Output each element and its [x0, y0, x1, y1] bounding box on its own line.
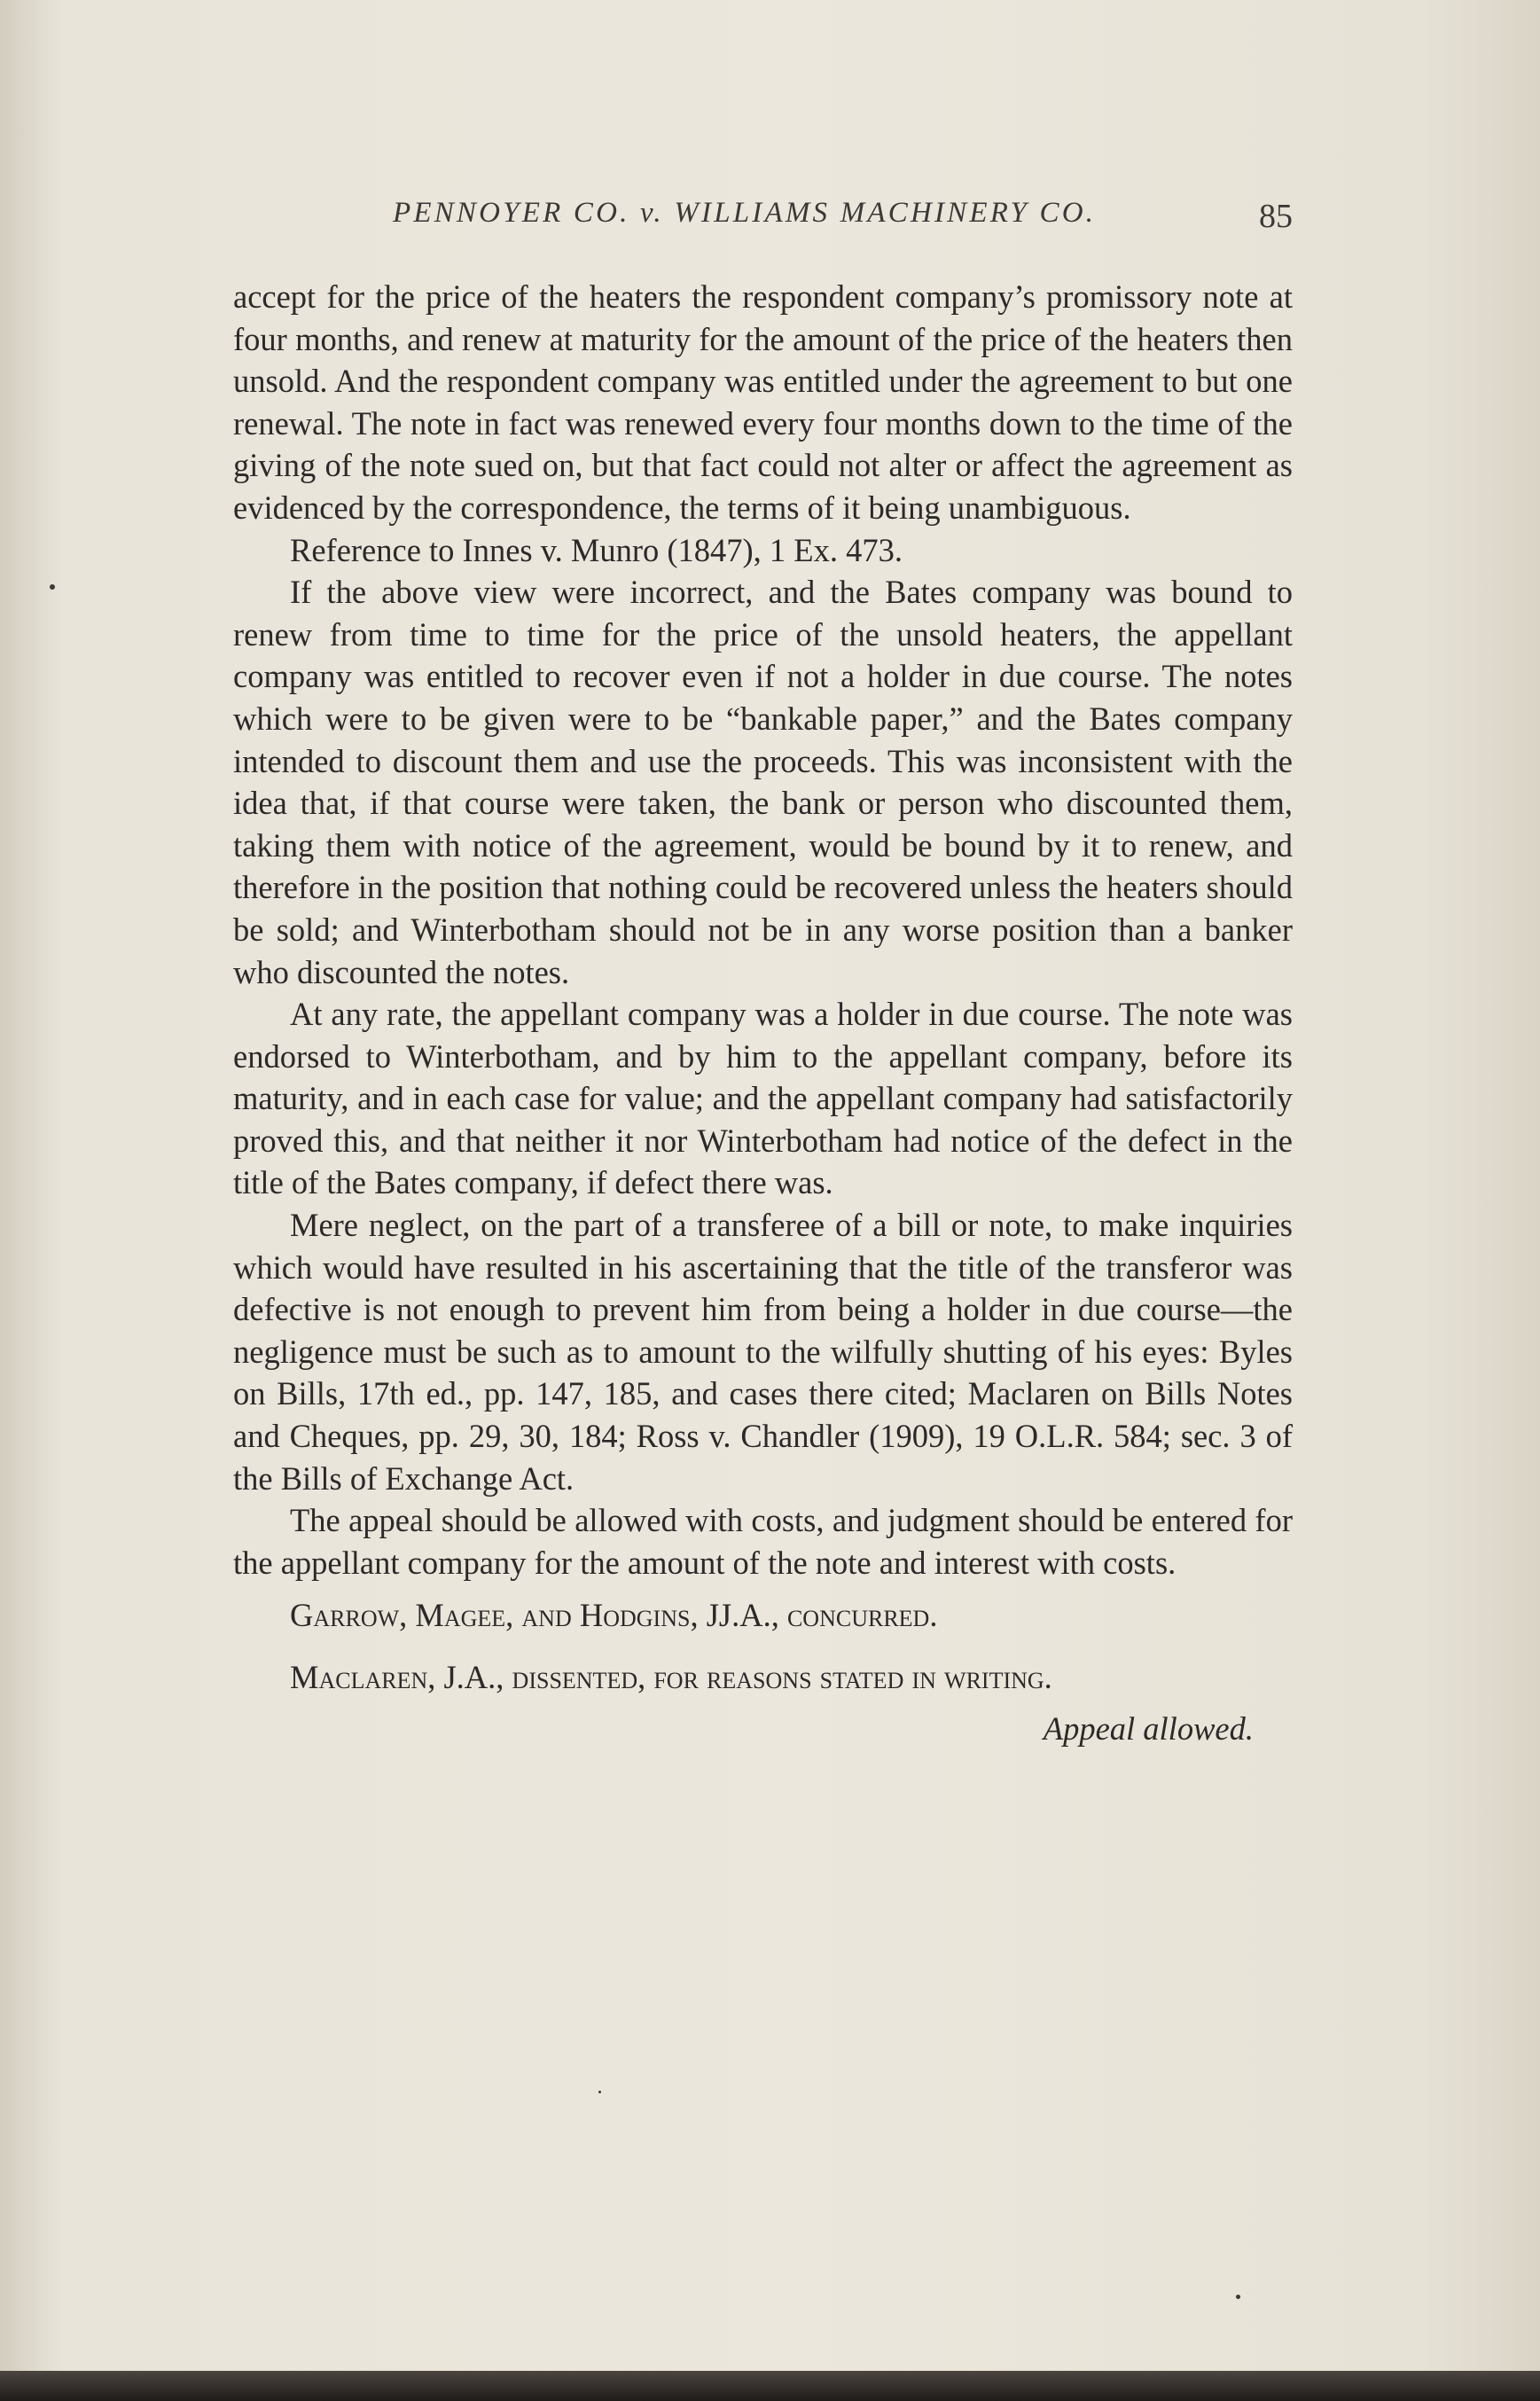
page-number: 85 [1259, 198, 1293, 235]
paragraph-holder-in-due-course: At any rate, the appellant company was a holder in due course. The note was endorsed to Winterbotham, and by him to the appellant company, before its maturity, and in each case for value; and the appellant company had satisfactorily proved this, and that neither it nor Winterbotham had notice of the defect in the title of the Bates company, if defect there was. [233, 996, 1293, 1201]
ink-speck [1236, 2295, 1240, 2299]
ink-speck [50, 584, 55, 590]
paragraph-alternative-view: If the above view were incorrect, and the Bates company was bound to renew from time to time for the price of the unsold heaters, the appellant company was entitled to recover even if not a holder in due course. The notes which were to be given were to be “bankable paper,” and the Bates company intended to discount them and use the proceeds. This was inconsistent with the idea that, if that course were taken, the bank or person who discounted them, taking them with notice of the agreement, would be bound by it to renew, and therefore in the position that nothing could be recovered unless the heaters should be sold; and Winterbotham should not be in any worse position than a banker who discounted the notes. [233, 574, 1293, 990]
ink-speck [598, 2091, 601, 2093]
paragraph-reference: Reference to Innes v. Munro (1847), 1 Ex. 473. [290, 531, 903, 568]
paragraph-continued: accept for the price of the heaters the respondent company’s promissory note at four months, and renew at maturity for the amount of the price of the heaters then unsold. And the respondent company was entitled under the agreement to but one renewal. The note in fact was renewed every four months down to the time of the giving of the note sued on, but that fact could not alter or affect the agreement as evidenced by the correspondence, the terms of it being unambiguous. [233, 278, 1293, 526]
running-head: PENNOYER CO. v. WILLIAMS MACHINERY CO. [393, 197, 1097, 229]
scan-edge-shadow [0, 2371, 1540, 2401]
dissent-line: Maclaren, J.A., dissented, for reasons stated in writing. [290, 1659, 1052, 1695]
appeal-result: Appeal allowed. [1043, 1709, 1254, 1747]
body-text [233, 276, 1293, 1749]
paragraph-conclusion: The appeal should be allowed with costs, and judgment should be entered for the appellant company for the amount of the note and interest with costs. [233, 1502, 1293, 1581]
paragraph-mere-neglect: Mere neglect, on the part of a transferee of a bill or note, to make inquiries which would have resulted in his ascertaining that the title of the transferor was defective is not enough to prevent him from being a holder in due course—the negligence must be such as to amount to the wilfully shutting of his eyes: Byles on Bills, 17th ed., pp. 147, 185, and cases there cited; Maclaren on Bills Notes and Cheques, pp. 29, 30, 184; Ross v. Chandler (1909), 19 O.L.R. 584; sec. 3 of the Bills of Exchange Act. [233, 1207, 1293, 1497]
page-header [233, 193, 1293, 246]
concurrence-line: Garrow, Magee, and Hodgins, JJ.A., concurred. [290, 1597, 938, 1634]
